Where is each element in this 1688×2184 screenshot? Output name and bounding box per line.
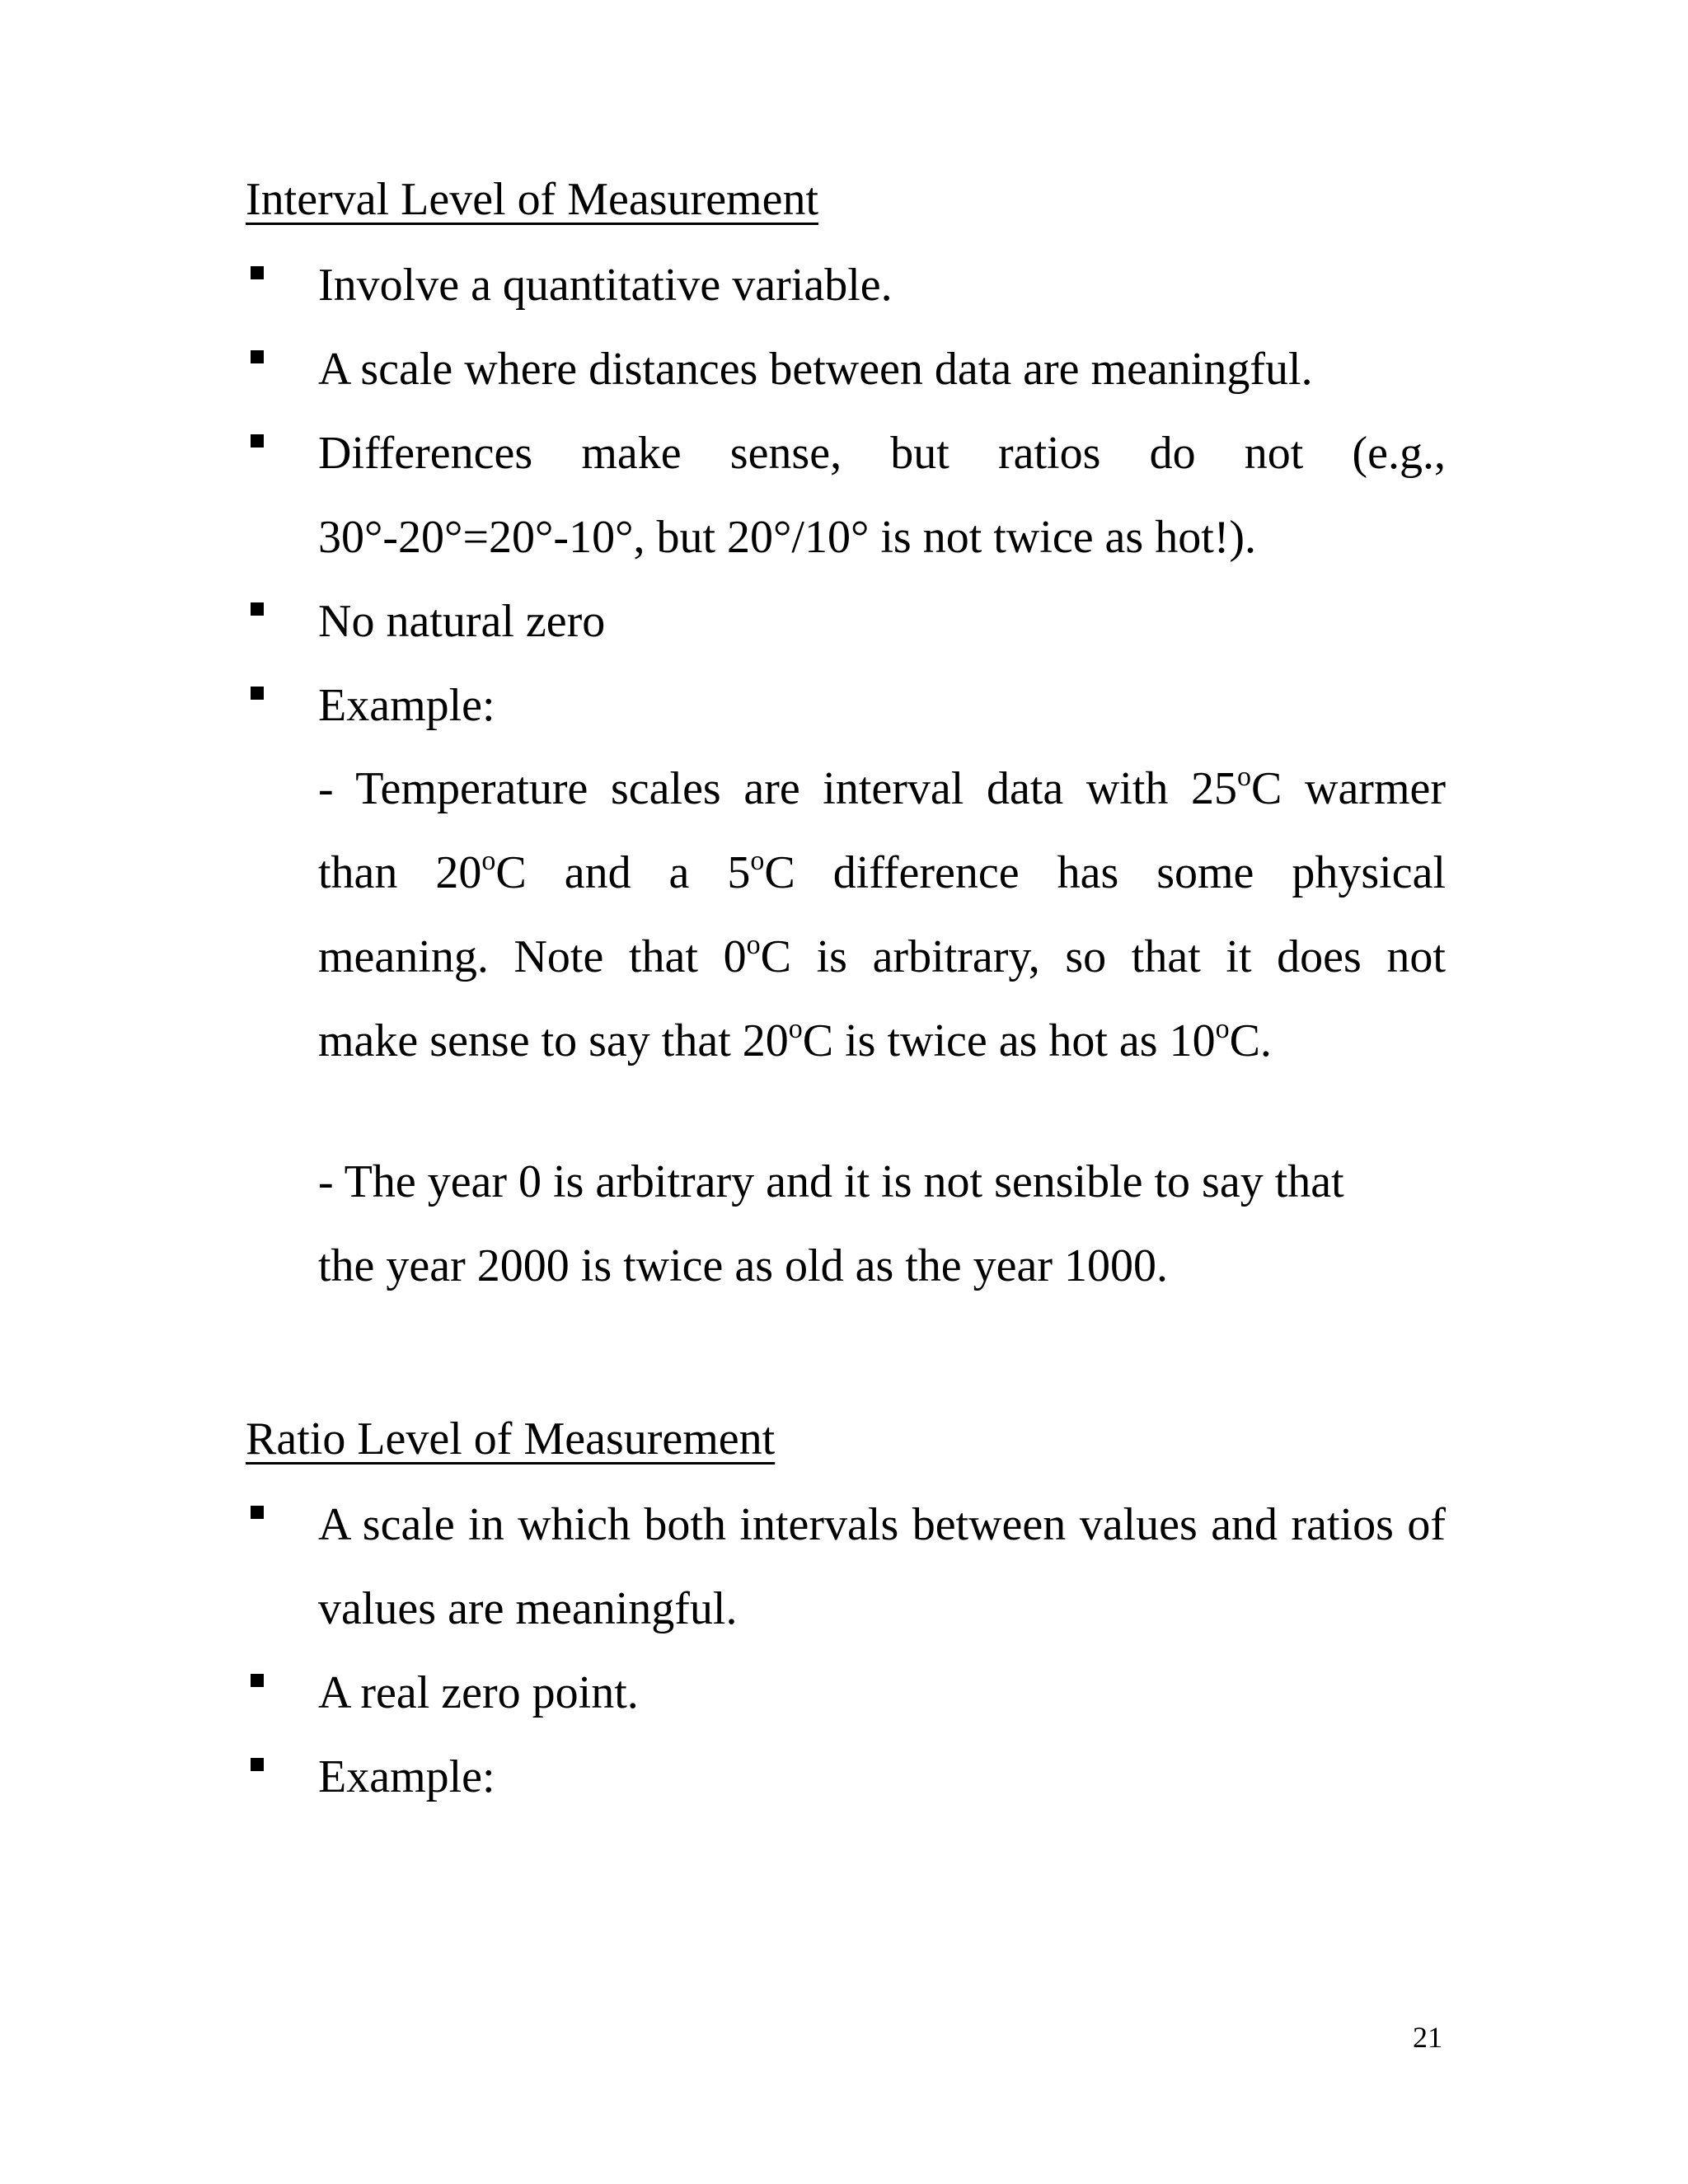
- interval-bullet-4: [246, 579, 1446, 663]
- example-year-line-1: - The year 0 is arbitrary and it is not sensible to say that: [318, 1156, 1344, 1207]
- ratio-bullet-1: [246, 1483, 1446, 1651]
- bullet-text: Differences make sense, but ratios do not (e.g., 30°-20°=20°-10°, but 20°/10° is not twice as hot!).: [318, 428, 1446, 563]
- degree-superscript: o: [746, 930, 761, 960]
- interval-bullet-5: [246, 663, 1446, 748]
- example-temperature-line-4: make sense to say that 20$^o$C is twice as hot as 10$^o$C.: [318, 1014, 1272, 1066]
- degree-superscript: o: [750, 846, 765, 876]
- example-temperature-line-2: than 20$^o$C and a 5$^o$C difference has some physical: [318, 846, 1446, 898]
- degree-superscript: o: [1215, 1014, 1230, 1044]
- bullet-text: A scale in which both intervals between values and ratios of values are meaningful.: [318, 1499, 1446, 1634]
- square-bullet-icon: [251, 1758, 264, 1771]
- bullet-text: No natural zero: [318, 596, 606, 647]
- interval-bullet-2: [246, 327, 1446, 411]
- interval-bullet-3: [246, 411, 1446, 579]
- bullet-text: A real zero point.: [318, 1667, 639, 1718]
- square-bullet-icon: [251, 1674, 264, 1687]
- interval-bullet-1: [246, 243, 1446, 327]
- square-bullet-icon: [251, 434, 264, 448]
- ratio-bullet-2: [246, 1651, 1446, 1735]
- example-year-line-2: the year 2000 is twice as old as the year 1000.: [318, 1240, 1169, 1291]
- square-bullet-icon: [251, 602, 264, 616]
- example-temperature-line-1: - Temperature scales are interval data with 25$^o$C warmer: [318, 762, 1447, 814]
- square-bullet-icon: [251, 1506, 264, 1519]
- bullet-text: Involve a quantitative variable.: [318, 260, 893, 311]
- page-number: 21: [1413, 2021, 1442, 2054]
- ratio-bullet-3: [246, 1735, 1446, 1819]
- square-bullet-icon: [251, 350, 264, 363]
- degree-superscript: o: [1237, 762, 1252, 792]
- bullet-text: A scale where distances between data are meaningful.: [318, 344, 1313, 395]
- interval-heading: Interval Level of Measurement: [246, 174, 819, 225]
- bullet-text: Example:: [318, 1751, 495, 1802]
- square-bullet-icon: [251, 687, 264, 700]
- ratio-heading: Ratio Level of Measurement: [246, 1413, 776, 1465]
- example-temperature-line-3: meaning. Note that 0$^o$C is arbitrary, so that it does not: [318, 930, 1446, 982]
- bullet-text: Example:: [318, 680, 495, 731]
- degree-superscript: o: [481, 846, 496, 876]
- square-bullet-icon: [251, 266, 264, 279]
- degree-superscript: o: [788, 1014, 803, 1044]
